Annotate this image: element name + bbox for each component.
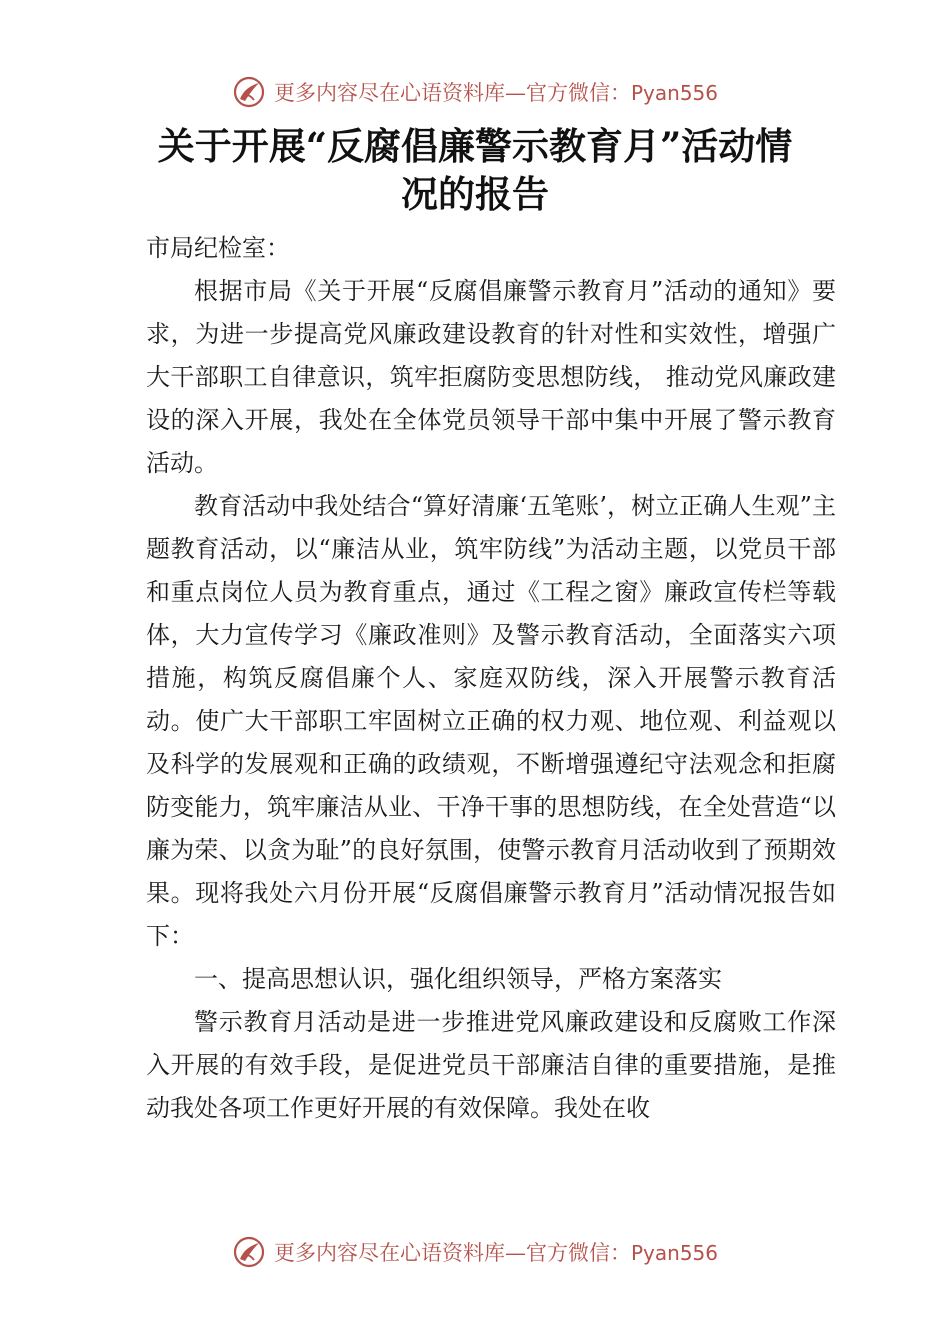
brush-swirl-logo-icon (232, 75, 266, 109)
header-banner (0, 72, 950, 112)
document-body (146, 227, 836, 1130)
wechat-id: Pyan556 (630, 81, 718, 105)
section-heading-1: 一、提高思想认识，强化组织领导，严格方案落实 (194, 965, 722, 993)
brush-swirl-logo-icon (232, 1235, 266, 1269)
document-title (120, 122, 830, 218)
banner-slogan: 更多内容尽在心语资料库—官方微信： (273, 1241, 631, 1265)
banner-text (274, 1237, 718, 1267)
banner-slogan: 更多内容尽在心语资料库—官方微信： (273, 81, 631, 105)
footer-banner (0, 1232, 950, 1272)
title-line-2: 况的报告 (401, 172, 549, 216)
wechat-id: Pyan556 (630, 1241, 718, 1265)
title-line-1: 关于开展“反腐倡廉警示教育月”活动情 (157, 124, 793, 168)
banner-text (274, 77, 718, 107)
salutation: 市局纪检室： (146, 234, 290, 262)
paragraph-2: 教育活动中我处结合“算好清廉‘五笔账’，树立正确人生观”主题教育活动，以“廉洁从业，筑牢防线”为活动主题，以党员干部和重点岗位人员为教育重点，通过《工程之窗》廉政宣传栏等载体，大力宣传学习《廉政准则》及警示教育活动，全面落实六项措施，构筑反腐倡廉个人、家庭双防线，深入开展警示教育活动。使广大干部职工牢固树立正确的权力观、地位观、利益观以及科学的发展观和正确的政绩观，不断增强遵纪守法观念和拒腐防变能力，筑牢廉洁从业、干净干事的思想防线，在全处营造“以廉为荣、以贪为耻”的良好氛围，使警示教育月活动收到了预期效果。现将我处六月份开展“反腐倡廉警示教育月”活动情况报告如下： (146, 492, 836, 950)
paragraph-1: 根据市局《关于开展“反腐倡廉警示教育月”活动的通知》要求，为进一步提高党风廉政建设教育的针对性和实效性，增强广大干部职工自律意识，筑牢拒腐防变思想防线， 推动党风廉政建设的深入开展，我处在全体党员领导干部中集中开展了警示教育活动。 (146, 277, 836, 477)
paragraph-3: 警示教育月活动是进一步推进党风廉政建设和反腐败工作深入开展的有效手段，是促进党员干部廉洁自律的重要措施，是推动我处各项工作更好开展的有效保障。我处在收 (146, 1008, 836, 1122)
